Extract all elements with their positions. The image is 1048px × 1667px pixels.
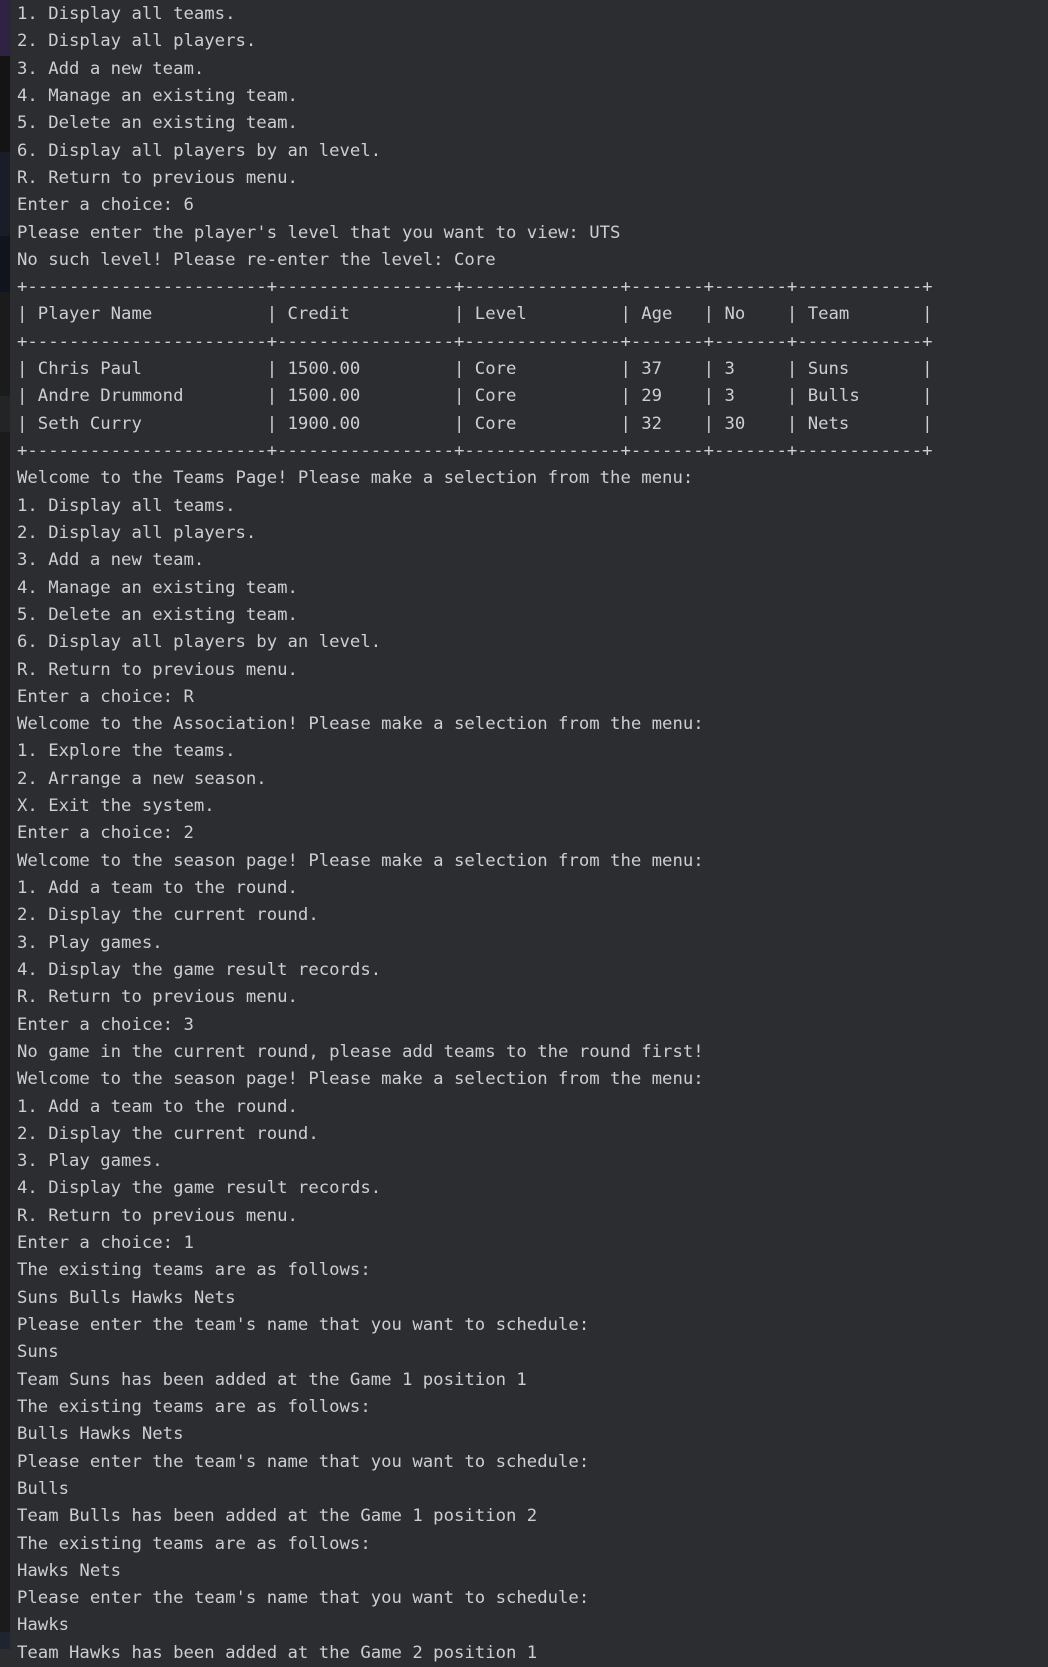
terminal-line: 6. Display all players by an level.: [17, 140, 382, 161]
terminal-line: Bulls: [17, 1478, 70, 1499]
terminal-line: No game in the current round, please add teams to the round first!: [17, 1041, 704, 1062]
terminal-line: 3. Add a new team.: [17, 550, 205, 571]
terminal-line: 5. Delete an existing team.: [17, 113, 298, 134]
terminal-line: Please enter the team's name that you want to schedule:: [17, 1588, 590, 1609]
terminal-line: Please enter the player's level that you want to view: UTS: [17, 222, 621, 243]
terminal-line: | Seth Curry | 1900.00 | Core | 32 | 30 | Nets |: [17, 413, 933, 434]
terminal-line: Welcome to the season page! Please make a selection from the menu:: [17, 1069, 704, 1090]
gutter-segment-gray: [0, 396, 10, 432]
terminal-line: 6. Display all players by an level.: [17, 632, 382, 653]
terminal-line: +-----------------------+-----------------+---------------+-------+-------+------------+: [17, 331, 933, 352]
gutter-segment-purple: [0, 0, 10, 56]
terminal-line: Welcome to the Association! Please make a selection from the menu:: [17, 714, 704, 735]
terminal-line: 2. Display all players.: [17, 522, 257, 543]
terminal-line: | Chris Paul | 1500.00 | Core | 37 | 3 | Suns |: [17, 359, 933, 380]
terminal-line: 4. Display the game result records.: [17, 1178, 382, 1199]
terminal-line: +-----------------------+-----------------+---------------+-------+-------+------------+: [17, 441, 933, 461]
editor-gutter: [0, 0, 10, 1649]
terminal-line: +-----------------------+-----------------+---------------+-------+-------+------------+: [17, 277, 933, 298]
terminal-line: The existing teams are as follows:: [17, 1396, 371, 1417]
terminal-line: The existing teams are as follows:: [17, 1533, 371, 1554]
terminal-line: 4. Manage an existing team.: [17, 85, 298, 106]
gutter-segment-blue-dark: [0, 236, 10, 292]
terminal-line: Welcome to the Teams Page! Please make a selection from the menu:: [17, 468, 694, 489]
terminal-line: 2. Display the current round.: [17, 1123, 319, 1144]
terminal-line: Enter a choice: R: [17, 686, 194, 707]
terminal-line: Team Suns has been added at the Game 1 position 1: [17, 1369, 527, 1390]
terminal-line: The existing teams are as follows:: [17, 1260, 371, 1281]
terminal-line: Hawks Nets: [17, 1560, 122, 1581]
terminal-line: 3. Add a new team.: [17, 58, 205, 79]
terminal-line: Team Bulls has been added at the Game 1 position 2: [17, 1506, 538, 1527]
terminal-line: 4. Display the game result records.: [17, 959, 382, 980]
terminal-line: Welcome to the season page! Please make a selection from the menu:: [17, 850, 704, 871]
terminal-line: 2. Display the current round.: [17, 905, 319, 926]
terminal-line: 4. Manage an existing team.: [17, 577, 298, 598]
terminal-line: 1. Explore the teams.: [17, 741, 236, 762]
terminal-line: 1. Display all teams.: [17, 495, 236, 516]
terminal-line: Enter a choice: 1: [17, 1233, 194, 1254]
terminal-line: R. Return to previous menu.: [17, 167, 298, 188]
terminal-line: Enter a choice: 3: [17, 1014, 194, 1035]
terminal-line: Enter a choice: 6: [17, 195, 194, 216]
terminal-line: 3. Play games.: [17, 1151, 163, 1172]
terminal-line: X. Exit the system.: [17, 796, 215, 817]
terminal-line: Bulls Hawks Nets: [17, 1424, 184, 1445]
terminal-line: Suns: [17, 1342, 59, 1363]
terminal-line: 5. Delete an existing team.: [17, 604, 298, 625]
terminal-line: | Andre Drummond | 1500.00 | Core | 29 | 3 | Bulls |: [17, 386, 933, 407]
terminal-line: Please enter the team's name that you want to schedule:: [17, 1451, 590, 1472]
terminal-line: No such level! Please re-enter the level: Core: [17, 249, 496, 270]
terminal-line: 1. Display all teams.: [17, 4, 236, 24]
terminal-line: R. Return to previous menu.: [17, 1205, 298, 1226]
gutter-segment-dark: [0, 56, 10, 152]
terminal-line: | Player Name | Credit | Level | Age | No | Team |: [17, 304, 933, 325]
terminal-line: 2. Arrange a new season.: [17, 768, 267, 789]
terminal-line: R. Return to previous menu.: [17, 987, 298, 1008]
terminal-line: Hawks: [17, 1615, 70, 1636]
terminal-line: 2. Display all players.: [17, 31, 257, 52]
terminal-line: Team Hawks has been added at the Game 2 position 1: [17, 1642, 538, 1663]
terminal-line: 3. Play games.: [17, 932, 163, 953]
gutter-segment-blue-light: [0, 152, 10, 236]
terminal-line: 1. Add a team to the round.: [17, 1096, 298, 1117]
terminal-line: Suns Bulls Hawks Nets: [17, 1287, 236, 1308]
terminal-line: 1. Add a team to the round.: [17, 878, 298, 898]
terminal-line: Please enter the team's name that you want to schedule:: [17, 1315, 590, 1335]
gutter-segment-bottom-blue: [0, 1632, 10, 1649]
terminal-line: Enter a choice: 2: [17, 823, 194, 844]
terminal-line: R. Return to previous menu.: [17, 659, 298, 680]
